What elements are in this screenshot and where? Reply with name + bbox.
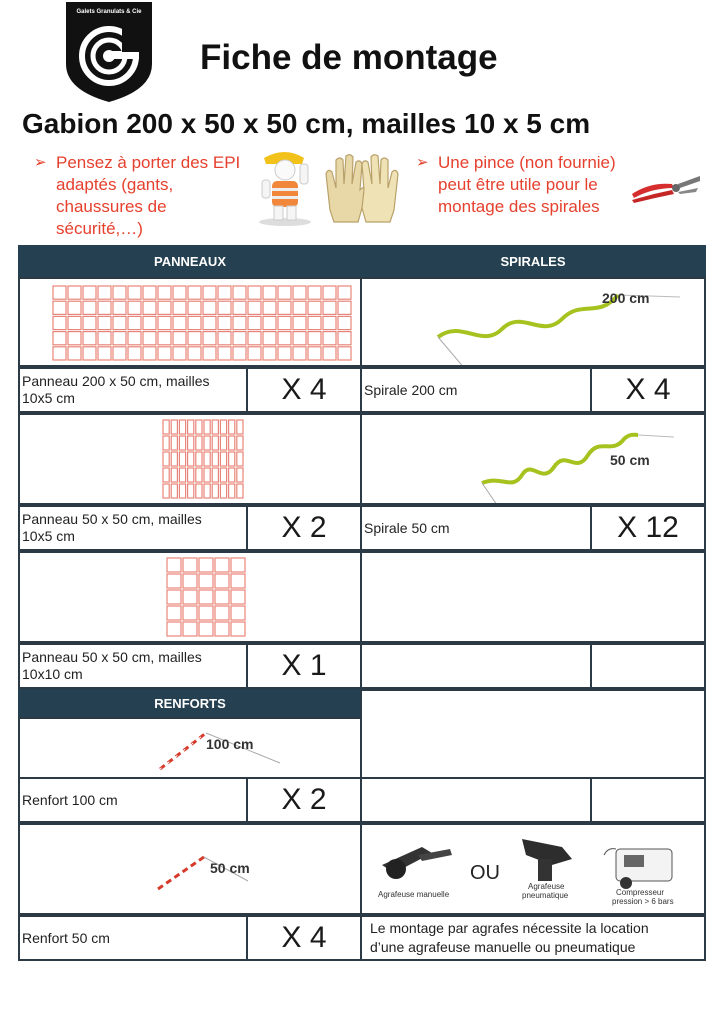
mesh-cell bbox=[278, 301, 291, 314]
empty-cell bbox=[360, 643, 592, 689]
panneau-label: 10x5 cm bbox=[22, 528, 75, 544]
mesh-cell bbox=[183, 590, 197, 604]
mesh-cell bbox=[98, 332, 111, 345]
panneau-50x50-10x10-image-cell bbox=[18, 551, 362, 643]
mesh-cell bbox=[204, 484, 210, 498]
mesh-cell bbox=[113, 301, 126, 314]
mesh-cell bbox=[167, 558, 181, 572]
mesh-cell bbox=[188, 436, 194, 450]
mesh-cell bbox=[83, 286, 96, 299]
svg-text:Galets Granulats & Cie: Galets Granulats & Cie bbox=[76, 9, 142, 15]
pince-note-line: peut être utile pour le bbox=[438, 175, 598, 194]
tool-caption: Agrafeuse bbox=[528, 882, 565, 891]
mesh-cell bbox=[53, 316, 66, 329]
mesh-cell bbox=[218, 286, 231, 299]
mesh-cell bbox=[143, 301, 156, 314]
mesh-cell bbox=[231, 574, 245, 588]
mesh-cell bbox=[220, 436, 226, 450]
mesh-cell bbox=[83, 301, 96, 314]
mesh-cell bbox=[233, 301, 246, 314]
panneau-label-cell bbox=[18, 505, 248, 551]
mesh-cell bbox=[128, 301, 141, 314]
mesh-cell bbox=[188, 468, 194, 482]
header-panneaux: PANNEAUX bbox=[18, 245, 362, 277]
mesh-cell bbox=[218, 316, 231, 329]
mesh-cell bbox=[229, 484, 235, 498]
mesh-cell bbox=[158, 347, 171, 360]
mesh-cell bbox=[128, 286, 141, 299]
panneau-label-cell bbox=[18, 367, 248, 413]
mesh-cell bbox=[204, 468, 210, 482]
spirale-200-image-cell bbox=[360, 277, 706, 367]
agrafeuse-manuelle-icon bbox=[382, 847, 452, 879]
ou-label: OU bbox=[470, 862, 500, 884]
mesh-cell bbox=[237, 436, 243, 450]
mesh-cell bbox=[158, 316, 171, 329]
mesh-cell bbox=[167, 574, 181, 588]
mesh-cell bbox=[215, 590, 229, 604]
mesh-cell bbox=[231, 558, 245, 572]
mesh-cell bbox=[218, 347, 231, 360]
mesh-cell bbox=[293, 332, 306, 345]
tools-drawing bbox=[362, 825, 704, 913]
mesh-cell bbox=[98, 286, 111, 299]
renfort-dim-label: 50 cm bbox=[210, 860, 250, 876]
pince-note-line: montage des spirales bbox=[438, 197, 600, 216]
spirale-label: Spirale 200 cm bbox=[360, 367, 592, 413]
mesh-cell bbox=[128, 332, 141, 345]
mesh-cell bbox=[179, 468, 185, 482]
empty-cell bbox=[360, 689, 706, 779]
mesh-cell bbox=[163, 436, 169, 450]
mesh-cell bbox=[212, 452, 218, 466]
mesh-cell bbox=[53, 347, 66, 360]
epi-note-line: adaptés (gants, bbox=[56, 175, 174, 194]
mesh-cell bbox=[128, 316, 141, 329]
mesh-cell bbox=[218, 301, 231, 314]
mesh-cell bbox=[212, 436, 218, 450]
panneau-count: X 1 bbox=[246, 643, 362, 689]
epi-note bbox=[34, 152, 274, 242]
mesh-cell bbox=[215, 622, 229, 636]
mesh-cell bbox=[203, 316, 216, 329]
mesh-cell bbox=[167, 590, 181, 604]
panneau-label-cell bbox=[18, 643, 248, 689]
mesh-cell bbox=[196, 420, 202, 434]
mesh-cell bbox=[188, 286, 201, 299]
mesh-cell bbox=[237, 468, 243, 482]
empty-cell bbox=[590, 643, 706, 689]
mesh-cell bbox=[143, 332, 156, 345]
tool-caption: Agrafeuse manuelle bbox=[378, 890, 450, 899]
mesh-cell bbox=[338, 301, 351, 314]
page-subtitle: Gabion 200 x 50 x 50 cm, mailles 10 x 5 cm bbox=[22, 108, 591, 139]
worker-epi-icon bbox=[250, 150, 320, 226]
mesh-cell bbox=[196, 436, 202, 450]
spirale-count: X 12 bbox=[590, 505, 706, 551]
mesh-cell bbox=[199, 590, 213, 604]
mesh-panel-50x50-10x10 bbox=[20, 553, 360, 641]
company-logo bbox=[66, 2, 152, 102]
mesh-cell bbox=[293, 301, 306, 314]
tool-caption: pression > 6 bars bbox=[612, 897, 674, 906]
mesh-cell bbox=[263, 347, 276, 360]
mesh-cell bbox=[248, 286, 261, 299]
mesh-cell bbox=[163, 452, 169, 466]
mesh-cell bbox=[248, 347, 261, 360]
renfort-50-image-cell bbox=[18, 823, 362, 915]
mesh-cell bbox=[229, 468, 235, 482]
mesh-cell bbox=[233, 286, 246, 299]
mesh-cell bbox=[248, 301, 261, 314]
spirale-200-drawing bbox=[362, 279, 704, 365]
mesh-cell bbox=[196, 468, 202, 482]
mesh-cell bbox=[308, 286, 321, 299]
mesh-panel-50x50-10x5 bbox=[20, 415, 360, 503]
panneau-count: X 4 bbox=[246, 367, 362, 413]
spirale-50-image-cell bbox=[360, 413, 706, 505]
mesh-cell bbox=[215, 574, 229, 588]
panneau-200x50-image-cell bbox=[18, 277, 362, 367]
epi-note-line: chaussures de bbox=[56, 197, 167, 216]
mesh-cell bbox=[212, 420, 218, 434]
mesh-cell bbox=[308, 332, 321, 345]
mesh-cell bbox=[204, 420, 210, 434]
mesh-cell bbox=[338, 286, 351, 299]
mesh-cell bbox=[163, 420, 169, 434]
renfort-label: Renfort 50 cm bbox=[18, 915, 248, 961]
spirale-dim-label: 200 cm bbox=[602, 290, 650, 306]
mesh-cell bbox=[323, 332, 336, 345]
mesh-cell bbox=[231, 622, 245, 636]
mesh-cell bbox=[171, 420, 177, 434]
mesh-cell bbox=[171, 436, 177, 450]
mesh-cell bbox=[143, 286, 156, 299]
renfort-dim-label: 100 cm bbox=[206, 736, 254, 752]
page-title: Fiche de montage bbox=[200, 38, 498, 77]
mesh-cell bbox=[263, 301, 276, 314]
mesh-cell bbox=[179, 436, 185, 450]
mesh-cell bbox=[98, 347, 111, 360]
mesh-cell bbox=[220, 420, 226, 434]
mesh-cell bbox=[171, 468, 177, 482]
tool-caption: Compresseur bbox=[616, 888, 665, 897]
mesh-cell bbox=[188, 301, 201, 314]
mesh-cell bbox=[113, 316, 126, 329]
pince-note-line: Une pince (non fournie) bbox=[438, 153, 616, 172]
mesh-cell bbox=[158, 286, 171, 299]
header-renforts: RENFORTS bbox=[18, 689, 362, 717]
panneau-50x50-10x5-image-cell bbox=[18, 413, 362, 505]
mesh-cell bbox=[188, 420, 194, 434]
gloves-icon bbox=[322, 150, 402, 226]
mesh-cell bbox=[203, 301, 216, 314]
mesh-cell bbox=[158, 301, 171, 314]
mesh-cell bbox=[278, 332, 291, 345]
renfort-50-drawing bbox=[20, 825, 360, 913]
mesh-cell bbox=[293, 316, 306, 329]
mesh-cell bbox=[179, 484, 185, 498]
mesh-cell bbox=[196, 484, 202, 498]
spirale-label: Spirale 50 cm bbox=[360, 505, 592, 551]
mesh-cell bbox=[338, 332, 351, 345]
mesh-cell bbox=[183, 558, 197, 572]
mesh-cell bbox=[83, 347, 96, 360]
epi-note-line: sécurité,…) bbox=[56, 219, 143, 238]
mesh-cell bbox=[203, 347, 216, 360]
mesh-cell bbox=[215, 606, 229, 620]
mesh-cell bbox=[218, 332, 231, 345]
mesh-cell bbox=[196, 452, 202, 466]
spirale-dim-label: 50 cm bbox=[610, 452, 650, 468]
mesh-cell bbox=[98, 301, 111, 314]
spirale-50-drawing bbox=[362, 415, 704, 503]
mesh-cell bbox=[248, 332, 261, 345]
mesh-cell bbox=[183, 606, 197, 620]
mesh-cell bbox=[163, 484, 169, 498]
mesh-cell bbox=[68, 347, 81, 360]
empty-cell bbox=[360, 551, 706, 643]
mesh-cell bbox=[113, 286, 126, 299]
renfort-100-image-cell bbox=[18, 717, 362, 779]
panneau-label: 10x10 cm bbox=[22, 666, 83, 682]
mesh-cell bbox=[308, 301, 321, 314]
mesh-cell bbox=[293, 347, 306, 360]
mesh-cell bbox=[113, 347, 126, 360]
mesh-cell bbox=[323, 347, 336, 360]
arrow-bullet-icon: ➢ bbox=[34, 154, 47, 171]
mesh-cell bbox=[179, 420, 185, 434]
mesh-cell bbox=[237, 452, 243, 466]
mesh-cell bbox=[188, 316, 201, 329]
agrafes-note-line: d’une agrafeuse manuelle ou pneumatique bbox=[370, 939, 636, 955]
mesh-cell bbox=[173, 301, 186, 314]
mesh-cell bbox=[179, 452, 185, 466]
mesh-cell bbox=[220, 468, 226, 482]
mesh-cell bbox=[278, 316, 291, 329]
mesh-cell bbox=[263, 316, 276, 329]
mesh-cell bbox=[308, 347, 321, 360]
mesh-cell bbox=[163, 468, 169, 482]
mesh-cell bbox=[171, 452, 177, 466]
mesh-cell bbox=[323, 286, 336, 299]
mesh-cell bbox=[203, 332, 216, 345]
renfort-count: X 2 bbox=[246, 777, 362, 823]
mesh-cell bbox=[158, 332, 171, 345]
mesh-cell bbox=[188, 347, 201, 360]
mesh-cell bbox=[204, 436, 210, 450]
mesh-cell bbox=[338, 347, 351, 360]
mesh-cell bbox=[128, 347, 141, 360]
mesh-cell bbox=[231, 590, 245, 604]
mesh-cell bbox=[199, 622, 213, 636]
mesh-cell bbox=[183, 622, 197, 636]
empty-cell bbox=[360, 777, 592, 823]
mesh-cell bbox=[167, 622, 181, 636]
mesh-cell bbox=[229, 420, 235, 434]
mesh-cell bbox=[229, 452, 235, 466]
renfort-count: X 4 bbox=[246, 915, 362, 961]
mesh-cell bbox=[68, 301, 81, 314]
mesh-cell bbox=[68, 316, 81, 329]
mesh-cell bbox=[203, 286, 216, 299]
mesh-cell bbox=[199, 558, 213, 572]
mesh-cell bbox=[278, 286, 291, 299]
mesh-cell bbox=[143, 316, 156, 329]
mesh-cell bbox=[113, 332, 126, 345]
renfort-label: Renfort 100 cm bbox=[18, 777, 248, 823]
panneau-label: 10x5 cm bbox=[22, 390, 75, 406]
mesh-cell bbox=[53, 332, 66, 345]
mesh-cell bbox=[199, 574, 213, 588]
mesh-cell bbox=[220, 452, 226, 466]
mesh-cell bbox=[229, 436, 235, 450]
mesh-cell bbox=[188, 332, 201, 345]
mesh-cell bbox=[278, 347, 291, 360]
mesh-cell bbox=[308, 316, 321, 329]
mesh-cell bbox=[173, 347, 186, 360]
mesh-cell bbox=[233, 347, 246, 360]
mesh-cell bbox=[338, 316, 351, 329]
mesh-cell bbox=[199, 606, 213, 620]
mesh-cell bbox=[212, 468, 218, 482]
mesh-cell bbox=[83, 316, 96, 329]
mesh-cell bbox=[204, 452, 210, 466]
pince-note bbox=[416, 152, 656, 222]
mesh-cell bbox=[220, 484, 226, 498]
tools-image-cell bbox=[360, 823, 706, 915]
mesh-cell bbox=[212, 484, 218, 498]
mesh-cell bbox=[323, 316, 336, 329]
mesh-cell bbox=[263, 332, 276, 345]
mesh-cell bbox=[53, 286, 66, 299]
mesh-cell bbox=[293, 286, 306, 299]
mesh-cell bbox=[173, 332, 186, 345]
mesh-cell bbox=[173, 286, 186, 299]
mesh-cell bbox=[231, 606, 245, 620]
mesh-cell bbox=[98, 316, 111, 329]
mesh-cell bbox=[188, 484, 194, 498]
mesh-cell bbox=[183, 574, 197, 588]
mesh-cell bbox=[68, 332, 81, 345]
mesh-cell bbox=[323, 301, 336, 314]
agrafes-note bbox=[360, 915, 706, 961]
mesh-cell bbox=[233, 332, 246, 345]
pliers-icon bbox=[630, 172, 702, 204]
header-spirales: SPIRALES bbox=[360, 245, 706, 277]
panneau-label: Panneau 200 x 50 cm, mailles bbox=[22, 373, 210, 389]
panneau-count: X 2 bbox=[246, 505, 362, 551]
spirale-count: X 4 bbox=[590, 367, 706, 413]
mesh-cell bbox=[248, 316, 261, 329]
mesh-cell bbox=[215, 558, 229, 572]
mesh-cell bbox=[53, 301, 66, 314]
mesh-cell bbox=[263, 286, 276, 299]
mesh-panel-200x50 bbox=[20, 279, 360, 365]
panneau-label: Panneau 50 x 50 cm, mailles bbox=[22, 649, 202, 665]
empty-cell bbox=[590, 777, 706, 823]
mesh-cell bbox=[237, 484, 243, 498]
mesh-cell bbox=[173, 316, 186, 329]
mesh-cell bbox=[167, 606, 181, 620]
mesh-cell bbox=[68, 286, 81, 299]
arrow-bullet-icon: ➢ bbox=[416, 154, 429, 171]
mesh-cell bbox=[171, 484, 177, 498]
tool-caption: pneumatique bbox=[522, 891, 569, 900]
agrafes-note-line: Le montage par agrafes nécessite la location bbox=[370, 920, 649, 936]
agrafeuse-pneumatique-icon bbox=[522, 839, 572, 881]
mesh-cell bbox=[143, 347, 156, 360]
compresseur-icon bbox=[604, 849, 672, 889]
epi-note-line: Pensez à porter des EPI bbox=[56, 153, 241, 172]
panneau-label: Panneau 50 x 50 cm, mailles bbox=[22, 511, 202, 527]
mesh-cell bbox=[233, 316, 246, 329]
mesh-cell bbox=[83, 332, 96, 345]
mesh-cell bbox=[237, 420, 243, 434]
mesh-cell bbox=[188, 452, 194, 466]
renfort-100-drawing bbox=[20, 719, 360, 777]
